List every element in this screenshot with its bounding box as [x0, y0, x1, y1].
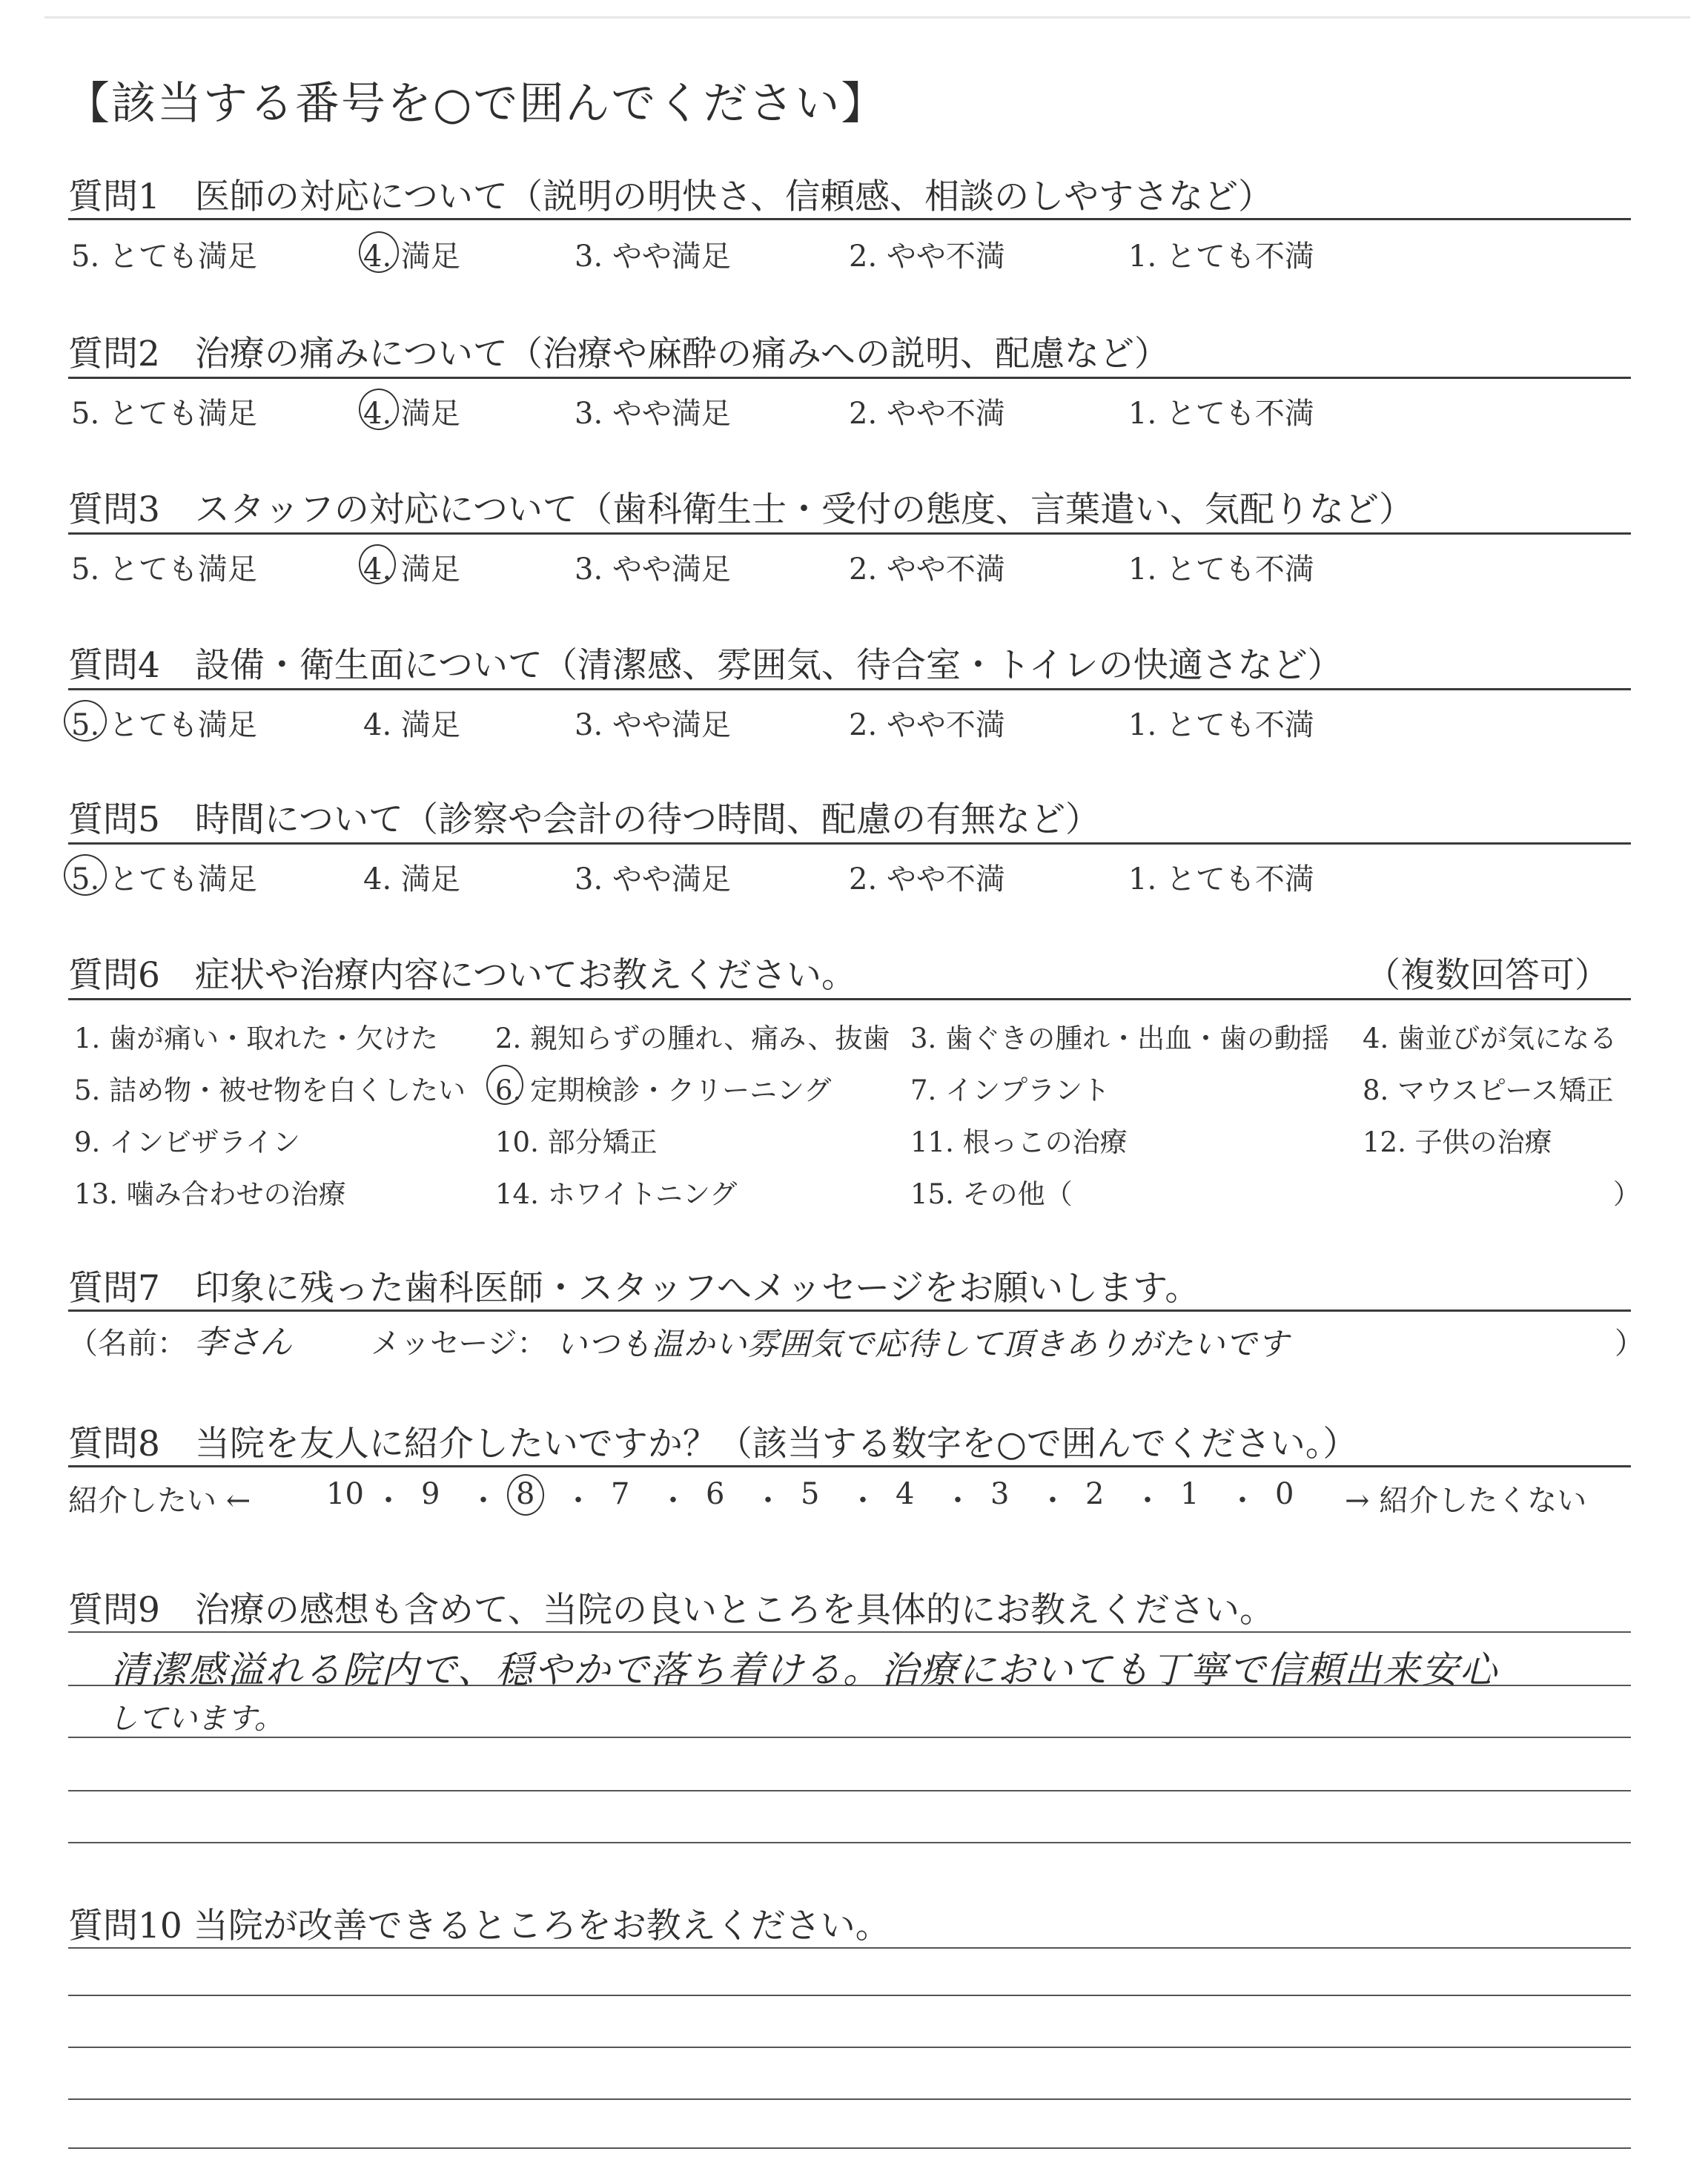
q6-option-11[interactable]: 11. 根っこの治療	[910, 1126, 1128, 1158]
q6-option-14[interactable]: 14. ホワイトニング	[495, 1178, 738, 1210]
q8-scale-value-0[interactable]: 0	[1275, 1477, 1294, 1511]
page-title: 【該当する番号を○で囲んでください】	[65, 78, 887, 130]
q4-option-5[interactable]: 5. とても満足	[71, 708, 257, 742]
q8-left-label: 紹介したい ←	[68, 1484, 251, 1518]
q6-option-10[interactable]: 10. 部分矯正	[495, 1126, 658, 1158]
q3-option-4[interactable]: 4. 満足	[363, 552, 460, 587]
q8-scale-value-3[interactable]: 3	[990, 1477, 1010, 1511]
q2-option-4[interactable]: 4. 満足	[363, 397, 460, 431]
q3-option-5[interactable]: 5. とても満足	[71, 552, 257, 587]
q1-option-2[interactable]: 2. やや不満	[849, 240, 1005, 274]
q7-message-value[interactable]: いつも温かい雰囲気で応待して頂きありがたいです	[556, 1326, 1290, 1362]
q8-scale-value-1[interactable]: 1	[1180, 1477, 1199, 1511]
q2-option-5[interactable]: 5. とても満足	[71, 397, 257, 431]
q4-option-2[interactable]: 2. やや不満	[849, 708, 1005, 742]
q2-option-2[interactable]: 2. やや不満	[849, 397, 1005, 431]
q8-scale-value-9[interactable]: 9	[421, 1477, 440, 1511]
q5-selected-circle	[64, 854, 107, 896]
q8-scale-value-7[interactable]: 7	[611, 1477, 630, 1511]
q6-option-3[interactable]: 3. 歯ぐきの腫れ・出血・歯の動揺	[910, 1023, 1330, 1054]
q9-line-5	[68, 1842, 1631, 1843]
q9-line-4	[68, 1790, 1631, 1791]
q9-answer-line-1[interactable]: 清潔感溢れる院内で、穏やかで落ち着ける。治療においても丁寧で信頼出来安心	[111, 1648, 1498, 1691]
q7-close-paren: ）	[1615, 1327, 1644, 1361]
q7-name-value[interactable]: 李さん	[194, 1324, 292, 1361]
q8-scale-separator: ・	[563, 1484, 593, 1518]
q8-right-label: → 紹介したくない	[1345, 1484, 1587, 1518]
q6-option-15[interactable]: 15. その他（	[910, 1178, 1073, 1210]
question-8-rule	[68, 1465, 1631, 1467]
q6-option-2[interactable]: 2. 親知らずの腫れ、痛み、抜歯	[495, 1023, 890, 1054]
q6-option-13[interactable]: 13. 噛み合わせの治療	[74, 1178, 346, 1210]
q8-scale-separator: ・	[374, 1484, 403, 1518]
q1-option-5[interactable]: 5. とても満足	[71, 240, 257, 274]
q2-option-1[interactable]: 1. とても不満	[1128, 397, 1314, 431]
question-5-rule	[68, 842, 1631, 845]
q8-scale-value-2[interactable]: 2	[1085, 1477, 1105, 1511]
question-1-title: 質問1 医師の対応について（説明の明快さ、信頼感、相談のしやすさなど）	[68, 176, 1274, 217]
q2-option-3[interactable]: 3. やや満足	[575, 397, 731, 431]
q6-option-12[interactable]: 12. 子供の治療	[1363, 1126, 1552, 1158]
q8-selected-circle	[507, 1474, 544, 1516]
q10-line-4	[68, 2098, 1631, 2100]
q9-line-3	[68, 1737, 1631, 1738]
q10-line-5	[68, 2147, 1631, 2149]
question-9-title: 質問9 治療の感想も含めて、当院の良いところを具体的にお教えください。	[68, 1590, 1274, 1631]
q1-option-4[interactable]: 4. 満足	[363, 240, 460, 274]
q5-option-3[interactable]: 3. やや満足	[575, 862, 731, 896]
q6-option-1[interactable]: 1. 歯が痛い・取れた・欠けた	[74, 1023, 439, 1054]
question-5-title: 質問5 時間について（診察や会計の待つ時間、配慮の有無など）	[68, 799, 1100, 840]
question-1-rule	[68, 218, 1631, 220]
q8-scale-value-8[interactable]: 8	[516, 1477, 535, 1511]
q9-answer-line-2[interactable]: しています。	[108, 1702, 284, 1736]
question-4-title: 質問4 設備・衛生面について（清潔感、雰囲気、待合室・トイレの快適さなど）	[68, 645, 1343, 686]
q6-selected-circle	[486, 1065, 523, 1105]
q8-scale-value-10[interactable]: 10	[326, 1477, 364, 1511]
q4-option-1[interactable]: 1. とても不満	[1128, 708, 1314, 742]
question-10-title: 質問10 当院が改善できるところをお教えください。	[68, 1906, 890, 1946]
top-border	[44, 16, 1690, 19]
q4-selected-circle	[64, 700, 107, 742]
question-7-rule	[68, 1309, 1631, 1312]
q3-option-2[interactable]: 2. やや不満	[849, 552, 1005, 587]
q6-option-6[interactable]: 6. 定期検診・クリーニング	[495, 1074, 832, 1106]
q3-option-3[interactable]: 3. やや満足	[575, 552, 731, 587]
q10-line-2	[68, 1995, 1631, 1996]
q5-option-1[interactable]: 1. とても不満	[1128, 862, 1314, 896]
q2-selected-circle	[359, 389, 399, 430]
q8-scale-value-6[interactable]: 6	[706, 1477, 725, 1511]
q8-scale-separator: ・	[658, 1484, 688, 1518]
q8-scale-separator: ・	[943, 1484, 973, 1518]
q1-option-3[interactable]: 3. やや満足	[575, 240, 731, 274]
q1-option-1[interactable]: 1. とても不満	[1128, 240, 1314, 274]
q8-scale-value-4[interactable]: 4	[896, 1477, 915, 1511]
q6-option-7[interactable]: 7. インプラント	[910, 1074, 1110, 1106]
q7-message-label: メッセージ：	[371, 1327, 547, 1361]
q6-option-9[interactable]: 9. インビザライン	[74, 1126, 300, 1158]
q8-scale-value-5[interactable]: 5	[801, 1477, 820, 1511]
question-3-rule	[68, 532, 1631, 535]
q4-option-3[interactable]: 3. やや満足	[575, 708, 731, 742]
q6-option-5[interactable]: 5. 詰め物・被せ物を白くしたい	[74, 1074, 466, 1106]
q8-scale-separator: ・	[1228, 1484, 1257, 1518]
question-2-title: 質問2 治療の痛みについて（治療や麻酔の痛みへの説明、配慮など）	[68, 334, 1170, 374]
q8-scale-separator: ・	[1133, 1484, 1162, 1518]
q8-scale-separator: ・	[1038, 1484, 1068, 1518]
q6-option-4[interactable]: 4. 歯並びが気になる	[1363, 1023, 1618, 1054]
q5-option-4[interactable]: 4. 満足	[363, 862, 460, 896]
q5-option-2[interactable]: 2. やや不満	[849, 862, 1005, 896]
q10-line-3	[68, 2047, 1631, 2048]
q7-name-label: （名前：	[68, 1327, 187, 1361]
q8-scale-separator: ・	[848, 1484, 878, 1518]
question-8-title: 質問8 当院を友人に紹介したいですか？（該当する数字を○で囲んでください。）	[68, 1424, 1358, 1464]
q8-scale-separator: ・	[469, 1484, 498, 1518]
q10-line-1	[68, 1947, 1631, 1949]
question-6-rule	[68, 998, 1631, 1000]
q9-line-1	[68, 1631, 1631, 1633]
question-2-rule	[68, 377, 1631, 379]
q3-option-1[interactable]: 1. とても不満	[1128, 552, 1314, 587]
q8-scale-separator: ・	[753, 1484, 783, 1518]
question-6-note: （複数回答可）	[1366, 955, 1609, 996]
q3-selected-circle	[359, 544, 396, 584]
q6-option-15-close: ）	[1613, 1178, 1641, 1210]
question-7-title: 質問7 印象に残った歯科医師・スタッフへメッセージをお願いします。	[68, 1268, 1200, 1309]
q4-option-4[interactable]: 4. 満足	[363, 708, 460, 742]
question-3-title: 質問3 スタッフの対応について（歯科衛生士・受付の態度、言葉遣い、気配りなど）	[68, 489, 1414, 530]
q6-option-8[interactable]: 8. マウスピース矯正	[1363, 1074, 1614, 1106]
q1-selected-circle	[359, 231, 399, 273]
q5-option-5[interactable]: 5. とても満足	[71, 862, 257, 896]
question-4-rule	[68, 688, 1631, 690]
question-6-title: 質問6 症状や治療内容についてお教えください。	[68, 955, 856, 996]
